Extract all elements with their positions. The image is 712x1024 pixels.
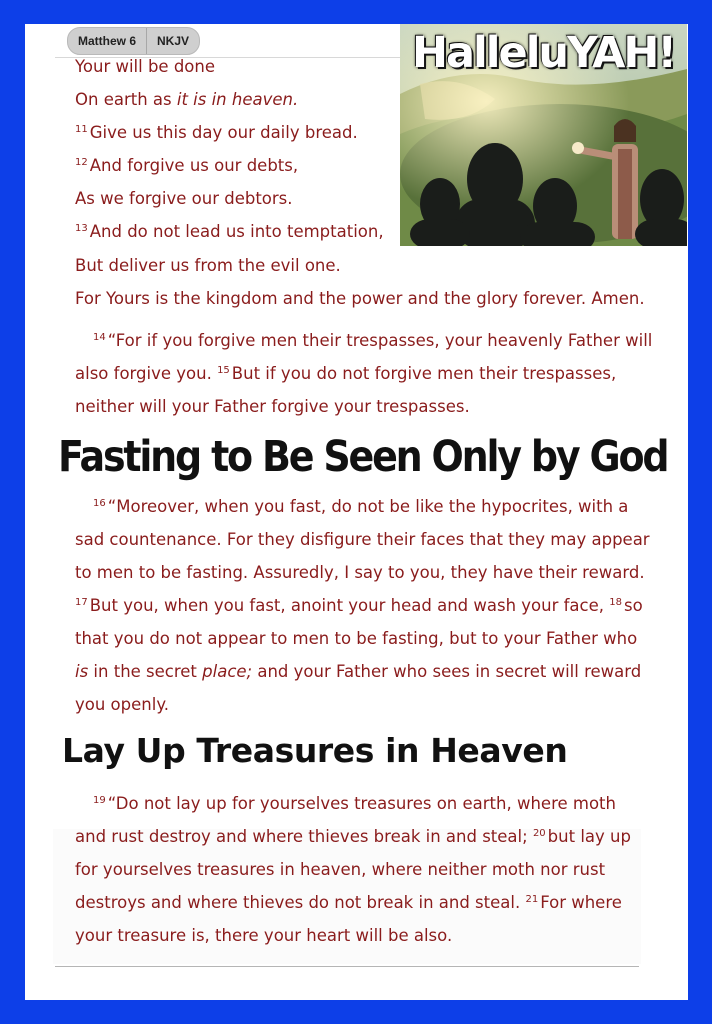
prayer-line (75, 289, 645, 308)
verse-text: that you do not appear to men to be fasting, but to your Father who (75, 629, 638, 648)
verse-italic-text: it is in heaven. (176, 90, 299, 109)
verse-text: Give us this day our daily bread. (89, 123, 358, 142)
paragraph-line (75, 893, 622, 912)
verse-number: 12 (75, 156, 88, 168)
verse-text: And forgive us our debts, (89, 156, 299, 175)
verse-number: 11 (75, 123, 88, 135)
verse-number: 17 (75, 596, 88, 608)
verse-italic-text: place; (202, 662, 253, 681)
verse-number: 19 (93, 794, 106, 806)
paragraph-line (75, 926, 452, 945)
verse-text: Your will be done (75, 57, 216, 76)
verse-text: destroys and where thieves do not break in and steal. (75, 893, 526, 912)
paragraph-line (93, 794, 616, 813)
paragraph-line (75, 563, 645, 582)
prayer-line (75, 189, 293, 208)
section-heading-treasures: Lay Up Treasures in Heaven (62, 731, 568, 770)
verse-number: 21 (525, 893, 539, 905)
paragraph-line (75, 860, 605, 879)
verse-text: your treasure is, there your heart will be also. (75, 926, 453, 945)
verse-text: “Do not lay up for yourselves treasures on earth, where moth (107, 794, 616, 813)
verse-number: 20 (532, 827, 546, 839)
verse-text: But deliver us from the evil one. (75, 256, 341, 275)
verse-text: but lay up (547, 827, 631, 846)
verse-text: As we forgive our debtors. (75, 189, 293, 208)
prayer-line (75, 156, 298, 175)
verse-text: And do not lead us into temptation, (89, 222, 384, 241)
verse-text: On earth as (75, 90, 177, 109)
hero-title: HalleluYAH! (412, 28, 675, 78)
verse-text: to men to be fasting. Assuredly, I say to you, they have their reward. (75, 563, 645, 582)
verse-text: you openly. (75, 695, 169, 714)
paragraph-line (75, 397, 470, 416)
paragraph-line (75, 695, 169, 714)
verse-text: and your Father who sees in secret will reward (252, 662, 642, 681)
verse-number: 15 (217, 364, 230, 376)
verse-text: neither will your Father forgive your trespasses. (75, 397, 470, 416)
verse-text: and rust destroy and where thieves break in and steal; (75, 827, 533, 846)
prayer-line (75, 57, 215, 76)
paragraph-line (75, 827, 631, 846)
prayer-line (75, 123, 358, 142)
verse-text: “For if you forgive men their trespasses, your heavenly Father will (107, 331, 653, 350)
paragraph-line (75, 629, 637, 648)
verse-number: 16 (93, 497, 106, 509)
verse-text: in the secret (88, 662, 203, 681)
verse-number: 14 (93, 331, 106, 343)
verse-text: so (624, 596, 643, 615)
verse-number: 13 (75, 222, 88, 234)
verse-text: But if you do not forgive men their trespasses, (231, 364, 617, 383)
verse-text: But you, when you fast, anoint your head and wash your face, (89, 596, 610, 615)
prayer-line (75, 256, 341, 275)
verse-text: for yourselves treasures in heaven, where neither moth nor rust (75, 860, 606, 879)
paragraph-line (75, 364, 616, 383)
paragraph-line (75, 662, 641, 681)
prayer-line (75, 222, 384, 241)
version-label[interactable]: NKJV (157, 34, 190, 48)
prayer-line (75, 90, 298, 109)
verse-text: sad countenance. For they disfigure their faces that they may appear (75, 530, 650, 549)
paragraph-line (93, 497, 628, 516)
book-chapter-label[interactable]: Matthew 6 (78, 34, 137, 48)
paragraph-line (75, 530, 650, 549)
footer-divider (55, 966, 639, 967)
hero-image (400, 24, 687, 246)
verse-text: For Yours is the kingdom and the power and the glory forever. Amen. (75, 289, 645, 308)
page (25, 24, 688, 1000)
section-heading-fasting: Fasting to Be Seen Only by God (58, 432, 668, 482)
verse-number: 18 (609, 596, 622, 608)
verse-text: also forgive you. (75, 364, 218, 383)
paragraph-line (93, 331, 652, 350)
verse-text: For where (540, 893, 622, 912)
chapter-version-pill[interactable] (67, 27, 200, 55)
verse-text: “Moreover, when you fast, do not be like the hypocrites, with a (107, 497, 629, 516)
verse-italic-text: is (75, 662, 89, 681)
paragraph-line (75, 596, 643, 615)
